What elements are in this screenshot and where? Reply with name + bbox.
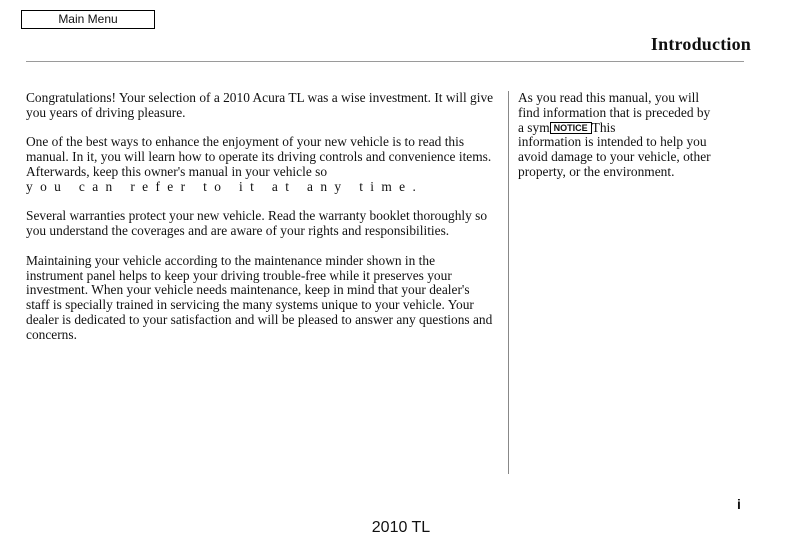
paragraph-warranties: Several warranties protect your new vehicle. Read the warranty booklet thoroughly so you understand the coverages and are aware of your rights and responsibilities. <box>26 208 488 239</box>
notice-text-prefix: a sym <box>518 119 550 135</box>
left-column <box>26 91 494 357</box>
notice-text-line-5: avoid damage to your vehicle, other <box>518 149 711 165</box>
notice-text-suffix: This <box>591 119 616 135</box>
right-column <box>518 91 748 180</box>
notice-text-line-4: information is intended to help you <box>518 134 707 150</box>
notice-text-line-3 <box>518 121 748 136</box>
paragraph-read-manual: One of the best ways to enhance the enjoyment of your new vehicle is to read this manual. In it, you will learn how to operate its driving controls and convenience items. Afterwards, keep this owner's manual in your vehicle so <box>26 134 492 179</box>
page-title: Introduction <box>650 34 751 54</box>
paragraph-congratulations: Congratulations! Your selection of a 2010 Acura TL was a wise investment. It will give you years of driving pleasure. <box>26 90 494 120</box>
paragraph-read-manual-end: you can refer to it at any time. <box>26 178 424 194</box>
header-divider <box>26 61 744 62</box>
main-menu-button[interactable]: Main Menu <box>21 10 155 29</box>
notice-symbol-icon: NOTICE <box>550 122 592 134</box>
column-divider <box>508 91 509 474</box>
notice-text-line-1: As you read this manual, you will <box>518 90 700 105</box>
notice-text-line-6: property, or the environment. <box>518 163 675 179</box>
footer-model-label: 2010 TL <box>371 519 431 536</box>
notice-text-line-2: find information that is preceded by <box>518 104 711 120</box>
page-number: i <box>737 496 741 512</box>
paragraph-maintenance: Maintaining your vehicle according to the maintenance minder shown in the instrument panel helps to keep your driving trouble-free while it preserves your investment. When your vehicle needs maintenance, keep in mind that your dealer's staff is specially trained in servicing the many systems unique to your vehicle. Your dealer is dedicated to your satisfaction and will be pleased to answer any questions and concerns. <box>26 252 493 342</box>
